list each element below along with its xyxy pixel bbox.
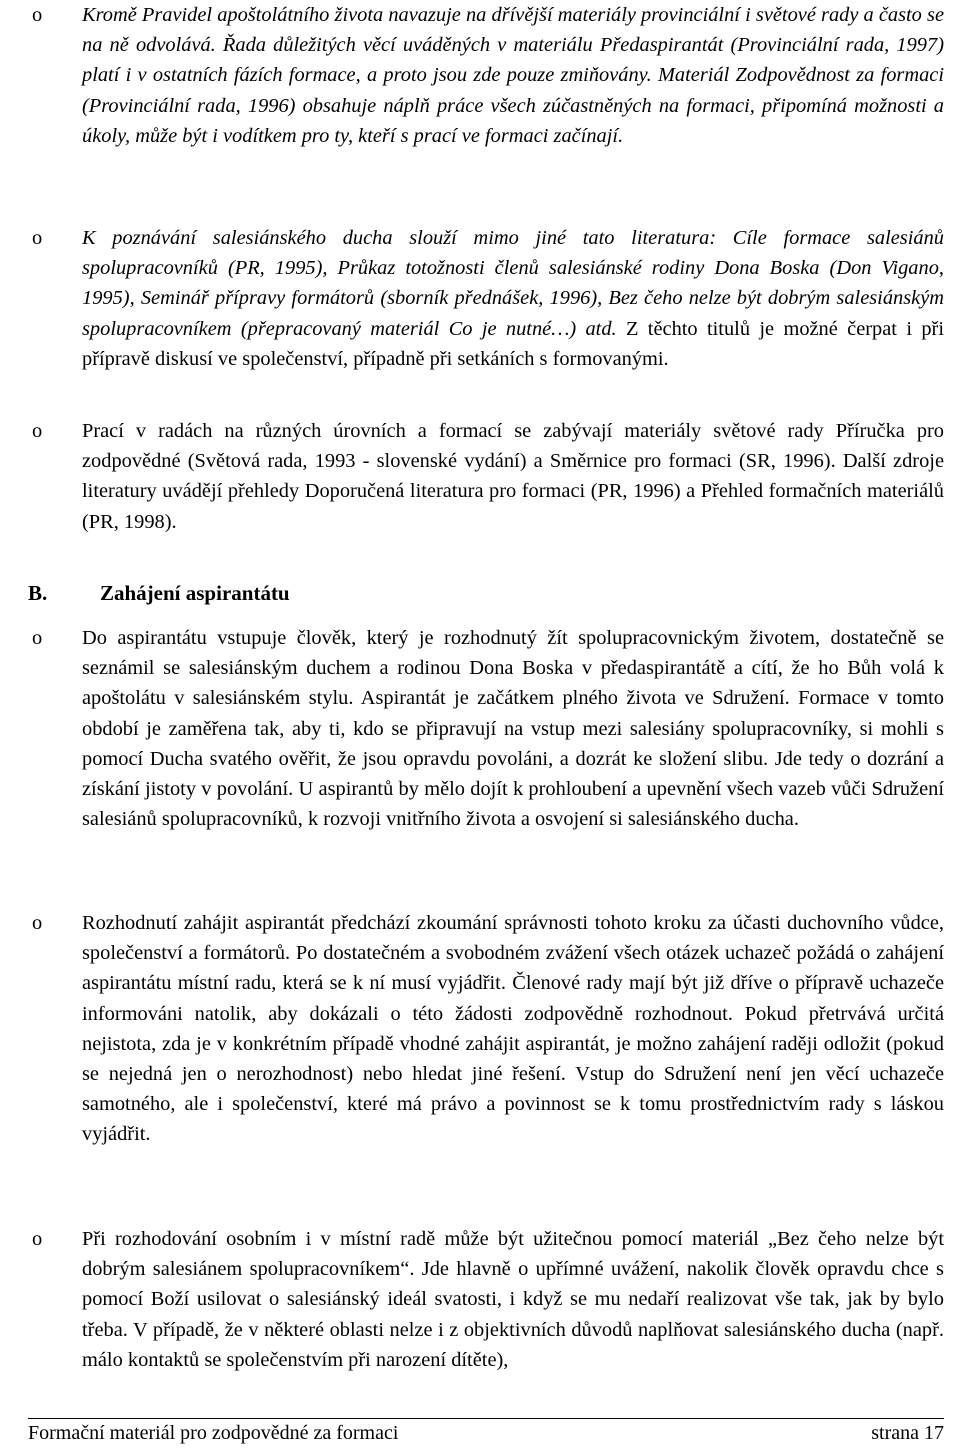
bullet: o [32, 1228, 43, 1250]
paragraph-discernment [32, 1224, 944, 1375]
paragraph-intro-materials [32, 0, 944, 151]
paragraph-literature [32, 223, 944, 374]
paragraph-text: Z těchto titulů je možné čerpat i při přípravě diskusí ve společenství, případně při setkáních s formovanými. [82, 317, 944, 370]
paragraph-text-italic: K poznávání salesiánského ducha slouží mimo jiné tato literatura: Cíle formace salesiánů spolupracovníků (PR, 1995), Průkaz totožnosti členů salesiánské rodiny Dona Boska (Don Vigano, 1995), Seminář přípravy formátorů (sborník přednášek, 1996), Bez čeho nelze být dobrým salesiánským spolupracovníkem (přepracovaný materiál Co je nutné…) atd. [82, 227, 944, 340]
page-number: strana 17 [871, 1422, 944, 1444]
paragraph-decision [32, 908, 944, 1150]
footer-title: Formační materiál pro zodpovědné za formaci [28, 1422, 399, 1444]
paragraph-text: Kromě Pravidel apoštolátního života navazuje na dřívější materiály provinciální i světové rady a často se na ně odvolává. Řada důležitých věcí uváděných v materiálu Předaspirantát (Provinciální rada, 1997) platí i v ostatních fázích formace, a proto jsou zde pouze zmiňovány. Materiál Zodpovědnost za formaci (Provinciální rada, 1996) obsahuje náplň práce všech zúčastněných na formaci, připomíná možnosti a úkoly, může být i vodítkem pro ty, kteří s prací ve formaci začínají. [82, 4, 944, 147]
bullet: o [32, 4, 43, 26]
paragraph-text: Při rozhodování osobním i v místní radě může být užitečnou pomocí materiál „Bez čeho nelze být dobrým salesiánem spolupracovníkem“. Jde hlavně o upřímné uvážení, nakolik člověk opravdu chce s pomocí Boží usilovat o salesiánský ideál svatosti, i když se mu nedaří realizovat vše tak, jak by bylo třeba. V případě, že v některé oblasti nelze i z objektivních důvodů naplňovat salesiánského ducha (např. málo kontaktů se společenstvím při narození dítěte), [82, 1228, 944, 1371]
paragraph-aspirantat-entry [32, 623, 944, 834]
bullet: o [32, 912, 43, 934]
bullet: o [32, 627, 43, 649]
paragraph-councils [32, 416, 944, 537]
bullet: o [32, 227, 43, 249]
paragraph-text: Do aspirantátu vstupuje člověk, který je rozhodnutý žít spolupracovnickým životem, dostatečně se seznámil se salesiánským duchem a rodinou Dona Boska v předaspirantátě a cítí, že ho Bůh volá k apoštolátu v salesiánském stylu. Aspirantát je začátkem plného života ve Sdružení. Formace v tomto období je zaměřena tak, aby ti, kdo se připravují na vstup mezi salesiány spolupracovníky, si mohli s pomocí Ducha svatého ověřit, že jsou opravdu povoláni, a dozrát ke složení slibu. Jde tedy o dozrání a získání jistoty v povolání. U aspirantů by mělo dojít k prohloubení a upevnění všech vazeb vůči Sdružení salesiánů spolupracovníků, k rozvoji vnitřního života a osvojení si salesiánského ducha. [82, 627, 944, 831]
paragraph-text: Rozhodnutí zahájit aspirantát předchází zkoumání správnosti tohoto kroku za účasti duchovního vůdce, společenství a formátorů. Po dostatečném a svobodném zvážení všech otázek uchazeč požádá o zahájení aspirantátu místní radu, která se k ní musí vyjádřit. Členové rady mají být již dříve o přípravě uchazeče informováni natolik, aby dokázali o této žádosti zodpovědně rozhodnout. Pokud přetrvává určitá nejistota, zda je v konkrétním případě vhodné zahájit aspirantát, je možno zahájení raději odložit (pokud se nejedná jen o nerozhodnost) nebo hledat jiné řešení. Vstup do Sdružení není jen věcí uchazeče samotného, ale i společenství, které má právo a povinnost se k tomu prostřednictvím rady s láskou vyjádřit. [82, 912, 944, 1146]
section-title: Zahájení aspirantátu [100, 581, 290, 605]
section-number: B. [28, 581, 48, 605]
page-footer [28, 1418, 944, 1445]
paragraph-text: Prací v radách na různých úrovních a formací se zabývají materiály světové rady Příručka pro zodpovědné (Světová rada, 1993 - slovenské vydání) a Směrnice pro formaci (SR, 1996). Další zdroje literatury uvádějí přehledy Doporučená literatura pro formaci (PR, 1996) a Přehled formačních materiálů (PR, 1998). [82, 420, 944, 533]
bullet: o [32, 420, 43, 442]
